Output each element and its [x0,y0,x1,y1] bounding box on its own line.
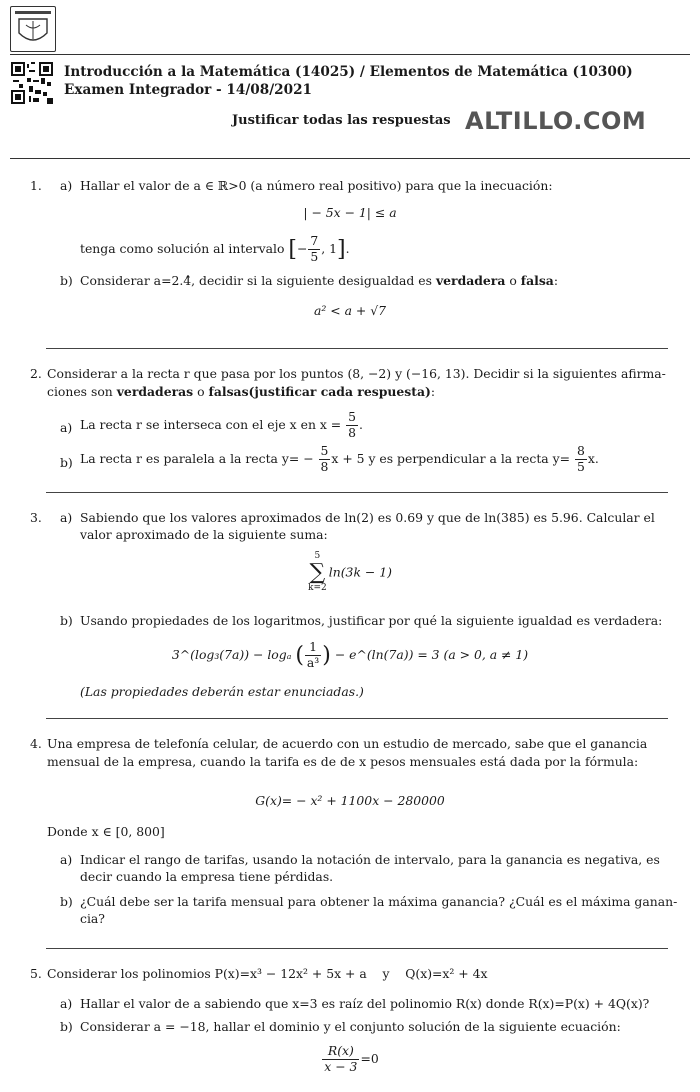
q4-domain: Donde x ∈ [0, 800] [47,824,165,839]
header-top-rule [10,54,690,55]
q1b-false: falsa [520,273,554,288]
qr-code-icon [11,62,53,104]
q2b-fraction-1: $\frac{5}{8}$ [320,443,329,474]
q5b-text: Considerar a = −18, hallar el dominio y el conjunto solución de la siguiente ecuación: [80,1019,621,1034]
q1a-label: a) [60,178,73,193]
q4b-label: b) [60,894,73,909]
q1a-interval-fraction: $\frac{7}{5}$ [310,233,319,265]
q4a-label: a) [60,852,73,867]
q1b-label: b) [60,273,73,288]
q3a-text2: valor aproximado de la siguiente suma: [80,527,328,542]
q2a-line: La recta r se interseca con el eje x en x = $\frac{5}{8}$ . [80,409,363,440]
q5-number: 5. [30,966,42,981]
separator [46,492,668,493]
title-line-2: Examen Integrador - 14/08/2021 [64,81,313,98]
q3-note: (Las propiedades deberán estar enunciadas.) [80,684,364,699]
q4-number: 4. [30,736,42,751]
q2a-label: a) [60,420,73,435]
q1b-text: Considerar a=2.4̂, decidir si la siguiente desigualdad es [80,273,432,288]
q1a-text: Hallar el valor de a ∈ ℝ>0 (a número real positivo) para que la inecuación: [80,178,553,193]
q1b-true: verdadera [435,273,506,288]
q2-intro-line1: Considerar a la recta r que pasa por los puntos (8, −2) y (−16, 13). Decidir si la siguientes afirma- [47,366,666,381]
header-bottom-rule [10,158,690,159]
q2b-label: b) [60,455,73,470]
q1a-interval-line: tenga como solución al intervalo [− $\frac{7}{5}$ , 1]. [80,233,350,265]
q1a-text2: tenga como solución al intervalo [80,241,285,257]
q4b-text2: cia? [80,911,105,926]
q1b-line: Considerar a=2.4̂, decidir si la siguiente desigualdad es verdadera o falsa: [80,273,559,288]
instruction-text: Justificar todas las respuestas [232,113,451,128]
q3b-formula: 3^(log₃(7a)) − logₐ ( $\frac{1}{\text{a³}}$ ) − e^(ln(7a)) = 3 (a > 0, a ≠ 1) [171,639,529,671]
q5-intro: Considerar los polinomios P(x)=x³ − 12x² + 5x + a y Q(x)=x² + 4x [47,966,488,981]
q3b-text: Usando propiedades de los logaritmos, justificar por qué la siguiente igualdad es verdadera: [80,613,663,628]
q2-number: 2. [30,366,42,381]
q3-number: 3. [30,510,42,525]
title-line-1: Introducción a la Matemática (14025) / Elementos de Matemática (10300) [64,64,633,80]
q3a-label: a) [60,510,73,525]
q3b-fraction: $\frac{1}{\text{a³}}$ [306,639,320,671]
q5a-label: a) [60,996,73,1011]
separator [46,948,668,949]
q2-intro-line2: ciones son verdaderas o falsas(justificar cada respuesta): [47,384,436,399]
q5b-equation: $\frac{R(x)}{x - 3}$ =0 [324,1043,379,1074]
q4a-text1: Indicar el rango de tarifas, usando la notación de intervalo, para la ganancia es negativa, es [80,852,660,867]
separator [46,348,668,349]
q1b-formula: a² < a + √7 [313,303,387,318]
q2b-fraction-2: $\frac{8}{5}$ [576,443,585,474]
q2a-fraction: $\frac{5}{8}$ [348,409,357,440]
q1b-or: o [509,273,517,288]
q3b-label: b) [60,613,73,628]
university-logo [10,6,56,52]
q1a-formula: | − 5x − 1| ≤ a [303,205,397,220]
q5a-text: Hallar el valor de a sabiendo que x=3 es raíz del polinomio R(x) donde R(x)=P(x) + 4Q(x)? [80,996,650,1011]
separator [46,718,668,719]
q5b-fraction: $\frac{R(x)}{x - 3}$ [324,1043,358,1074]
q1-number: 1. [30,178,42,193]
q4-intro-line2: mensual de la empresa, cuando la tarifa es de de x pesos mensuales está dada por la fórmula: [47,754,639,769]
exam-title [64,64,633,100]
q2b-line: La recta r es paralela a la recta y= − $\frac{5}{8}$ x + 5 y es perpendicular a la recta y= $\frac{8}{5}$ x. [80,443,599,474]
q3a-summation: 5 ∑ k=2 ln(3k − 1) [308,551,392,593]
q5b-label: b) [60,1019,73,1034]
watermark: ALTILLO.COM [465,107,647,135]
q4-intro-line1: Una empresa de telefonía celular, de acuerdo con un estudio de mercado, sabe que el ganancia [47,736,648,751]
q2a-text: La recta r se interseca con el eje x en x = [80,416,342,432]
q4b-text1: ¿Cuál debe ser la tarifa mensual para obtener la máxima ganancia? ¿Cuál es el máxima ganan- [80,894,678,909]
q4a-text2: decir cuando la empresa tiene pérdidas. [80,869,334,884]
summation-sign: 5 ∑ k=2 [308,551,327,593]
q4-formula: G(x)= − x² + 1100x − 280000 [255,793,445,808]
q3a-text1: Sabiendo que los valores aproximados de ln(2) es 0.69 y que de ln(385) es 5.96. Calcular el [80,510,655,525]
